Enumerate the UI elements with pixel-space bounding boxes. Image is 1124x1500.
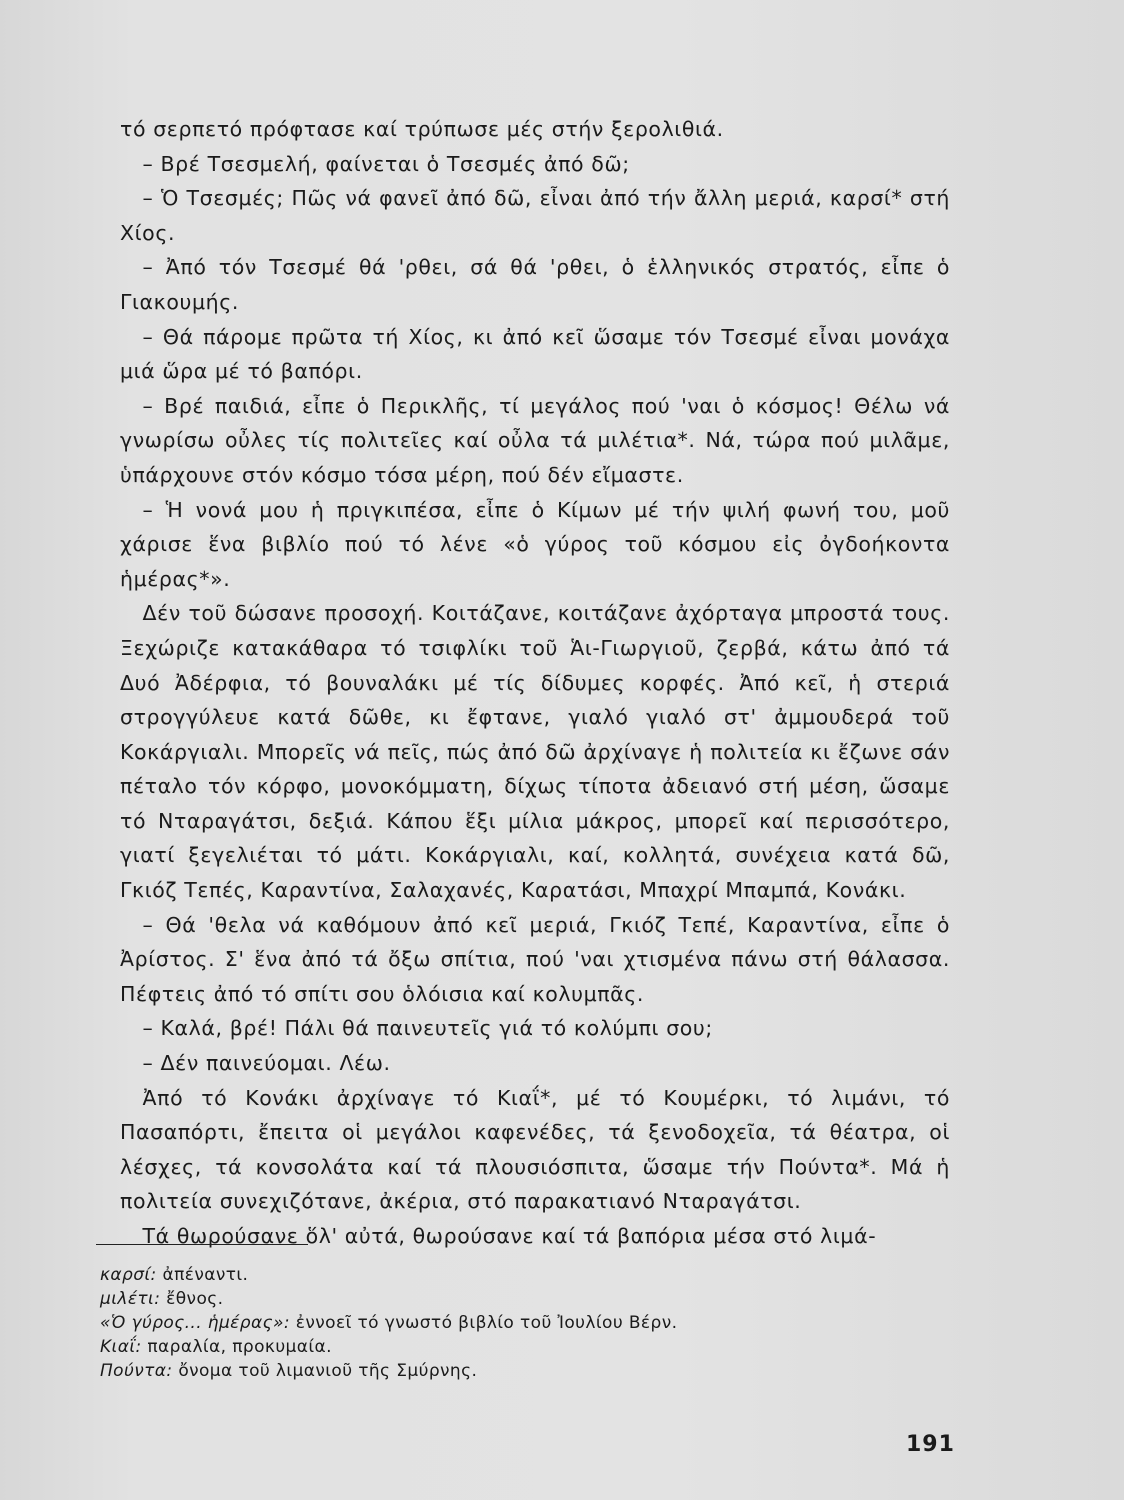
footnote-definition: ἔθνος. bbox=[166, 1289, 224, 1309]
paragraph: – Ἀπό τόν Τσεσμέ θά 'ρθει, σά θά 'ρθει, ὁ ἑλληνικός στρατός, εἶπε ὁ Γιακουμής. bbox=[120, 255, 950, 314]
paragraph: τό σερπετό πρόφτασε καί τρύπωσε μές στήν ξερολιθιά. bbox=[120, 117, 724, 141]
paragraph: Δέν τοῦ δώσανε προσοχή. Κοιτάζανε, κοιτάζανε ἀχόρταγα μπροστά τους. Ξεχώριζε κατακάθαρα τό τσιφλίκι τοῦ Ἁι-Γιωργιοῦ, ζερβά, κάτω ἀπό τά Δυό Ἀδέρφια, τό βουναλάκι μέ τίς δίδυμες κορφές. Ἀπό κεῖ, ἡ στεριά στρογγύλευε κατά δῶθε, κι ἔφτανε, γιαλό γιαλό στ' ἀμμουδερά τοῦ Κοκάργιαλι. Μπορεῖς νά πεῖς, πώς ἀπό δῶ ἀρχίναγε ἡ πολιτεία κι ἔζωνε σάν πέταλο τόν κόρφο, μονοκόμματη, δίχως τίποτα ἀδειανό στή μέση, ὥσαμε τό Νταραγάτσι, δεξιά. Κάπου ἕξι μίλια μάκρος, μπορεῖ καί περισσότερο, γιατί ξεγελιέται τό μάτι. Κοκάργιαλι, καί, κολλητά, συνέχεια κατά δῶ, Γκιόζ Τεπές, Καραντίνα, Σαλαχανές, Καρατάσι, Μπαχρί Μπαμπά, Κονάκι. bbox=[120, 601, 950, 903]
page-number: 191 bbox=[906, 1432, 955, 1457]
paragraph: – Καλά, βρέ! Πάλι θά παινευτεῖς γιά τό κολύμπι σου; bbox=[142, 1016, 713, 1041]
footnote-definition: ἐννοεῖ τό γνωστό βιβλίο τοῦ Ἰουλίου Βέρν. bbox=[295, 1313, 678, 1333]
paragraph: Ἀπό τό Κονάκι ἀρχίναγε τό Κιαΐ*, μέ τό Κουμέρκι, τό λιμάνι, τό Πασαπόρτι, ἔπειτα οἱ μεγάλοι καφενέδες, τά ξενοδοχεῖα, τά θέατρα, οἱ λέσχες, τά κονσολάτα καί τά πλουσιόσπιτα, ὥσαμε τήν Πούντα*. Μά ἡ πολιτεία συνεχιζότανε, ἀκέρια, στό παρακατιανό Νταραγάτσι. bbox=[120, 1085, 950, 1214]
footnote-definition: ὄνομα τοῦ λιμανιοῦ τῆς Σμύρνης. bbox=[178, 1361, 478, 1381]
footnote bbox=[100, 1263, 900, 1287]
footnote bbox=[100, 1335, 900, 1359]
footnotes bbox=[100, 1263, 900, 1383]
footnote-term: καρσί: bbox=[100, 1265, 157, 1285]
paragraph: – Ἡ νονά μου ἡ πριγκιπέσα, εἶπε ὁ Κίμων μέ τήν ψιλή φωνή του, μοῦ χάρισε ἕνα βιβλίο πού τό λένε «ὁ γύρος τοῦ κόσμου εἰς ὀγδοήκοντα ἡμέρας*». bbox=[120, 497, 950, 591]
footnote bbox=[100, 1311, 900, 1335]
footnote-term: «Ὁ γύρος... ἡμέρας»: bbox=[100, 1313, 290, 1333]
footnote-divider bbox=[96, 1244, 308, 1245]
body-text bbox=[120, 112, 950, 1254]
footnote-definition: παραλία, προκυμαία. bbox=[147, 1337, 332, 1357]
paragraph: – Ὁ Τσεσμές; Πῶς νά φανεῖ ἀπό δῶ, εἶναι ἀπό τήν ἄλλη μεριά, καρσί* στή Χίος. bbox=[120, 186, 950, 245]
paragraph: Τά θωρούσανε ὅλ' αὐτά, θωρούσανε καί τά βαπόρια μέσα στό λιμά- bbox=[142, 1224, 877, 1248]
footnote bbox=[100, 1359, 900, 1383]
footnote-term: μιλέτι: bbox=[100, 1289, 161, 1309]
paragraph: – Δέν παινεύομαι. Λέω. bbox=[142, 1051, 391, 1076]
footnote-definition: ἀπέναντι. bbox=[162, 1265, 249, 1285]
footnote-term: Κιαΐ: bbox=[100, 1337, 142, 1357]
footnote-term: Πούντα: bbox=[100, 1361, 173, 1381]
paragraph: – Θά πάρομε πρῶτα τή Χίος, κι ἀπό κεῖ ὥσαμε τόν Τσεσμέ εἶναι μονάχα μιά ὥρα μέ τό βαπόρι. bbox=[120, 324, 950, 384]
paragraph: – Βρέ παιδιά, εἶπε ὁ Περικλῆς, τί μεγάλος πού 'ναι ὁ κόσμος! Θέλω νά γνωρίσω οὖλες τίς πολιτεῖες καί οὖλα τά μιλέτια*. Νά, τώρα πού μιλᾶμε, ὑπάρχουνε στόν κόσμο τόσα μέρη, πού δέν εἴμαστε. bbox=[120, 393, 950, 487]
footnote bbox=[100, 1287, 900, 1311]
paragraph: – Θά 'θελα νά καθόμουν ἀπό κεῖ μεριά, Γκιόζ Τεπέ, Καραντίνα, εἶπε ὁ Ἀρίστος. Σ' ἕνα ἀπό τά ὄξω σπίτια, πού 'ναι χτισμένα πάνω στή θάλασσα. Πέφτεις ἀπό τό σπίτι σου ὁλόισια καί κολυμπᾶς. bbox=[120, 912, 950, 1006]
paragraph: – Βρέ Τσεσμελή, φαίνεται ὁ Τσεσμές ἀπό δῶ; bbox=[142, 151, 630, 176]
